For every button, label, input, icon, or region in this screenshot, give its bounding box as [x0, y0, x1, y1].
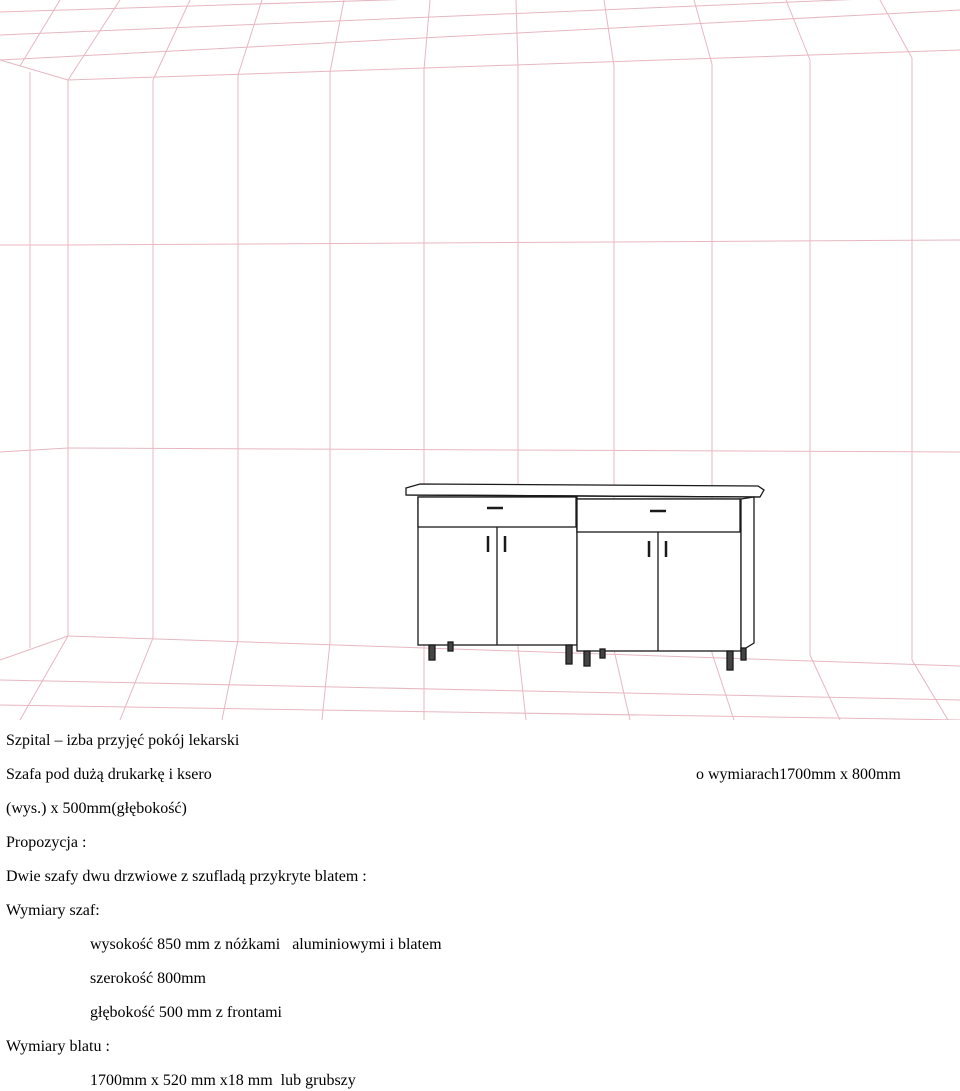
description-line: (wys.) x 500mm(głębokość)	[6, 800, 187, 817]
leg	[566, 645, 572, 664]
leg	[584, 651, 590, 666]
leg	[429, 645, 435, 660]
cabinet-height: wysokość 850 mm z nóżkami aluminiowymi i blatem	[90, 936, 442, 953]
countertop-dimensions-heading: Wymiary blatu :	[6, 1038, 110, 1055]
proposal-heading: Propozycja :	[6, 834, 87, 851]
leg	[741, 648, 746, 660]
countertop-dimensions: 1700mm x 520 mm x18 mm lub grubszy	[90, 1072, 356, 1089]
description-line: Szafa pod dużą drukarkę i ksero	[6, 766, 212, 783]
leg	[448, 642, 453, 651]
title-line: Szpital – izba przyjęć pokój lekarski	[6, 732, 240, 749]
drawer-left	[418, 497, 576, 527]
leg	[727, 651, 733, 670]
leg	[600, 649, 605, 658]
drawer-right	[577, 499, 740, 532]
cabinet-depth: głębokość 500 mm z frontami	[90, 1004, 282, 1021]
cabinet-width: szerokość 800mm	[90, 970, 206, 987]
dimensions-note: o wymiarach1700mm x 800mm	[696, 766, 901, 783]
cabinet-dimensions-heading: Wymiary szaf:	[6, 902, 100, 919]
cabinets	[406, 484, 764, 670]
proposal-text: Dwie szafy dwu drzwiowe z szufladą przykryte blatem :	[6, 868, 367, 885]
